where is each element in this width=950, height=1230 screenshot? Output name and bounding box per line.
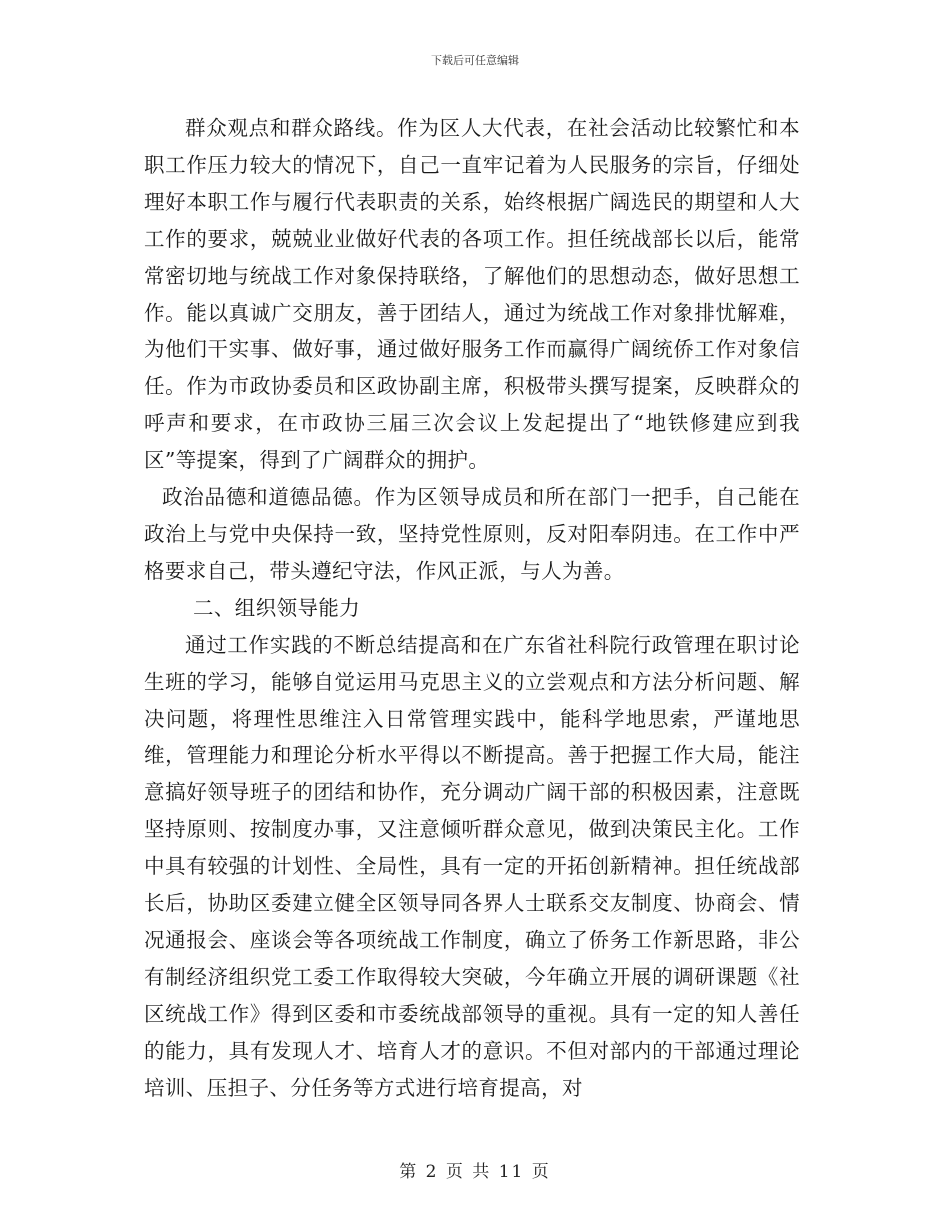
paragraph-leadership-ability: 通过工作实践的不断总结提高和在广东省社科院行政管理在职讨论生班的学习，能够自觉运用马克思主义的立尝观点和方法分析问题、解决问题，将理性思维注入日常管理实践中，能科学地思索，严谨地思维，管理能力和理论分析水平得以不断提高。善于把握工作大局，能注意搞好领导班子的团结和协作，充分调动广阔干部的积极因素，注意既坚持原则、按制度办事，又注意倾听群众意见，做到决策民主化。工作中具有较强的计划性、全局性，具有一定的开拓创新精神。担任统战部长后，协助区委建立健全区领导同各界人士联系交友制度、协商会、情况通报会、座谈会等各项统战工作制度，确立了侨务工作新思路，非公有制经济组织党工委工作取得较大突破，今年确立开展的调研课题《社区统战工作》得到区委和市委统战部领导的重视。具有一定的知人善任的能力，具有发现人才、培育人才的意识。不但对部内的干部通过理论培训、压担子、分任务等方式进行培育提高，对	[144, 632, 800, 1100]
paragraph-political-morality: 政治品德和道德品德。作为区领导成员和所在部门一把手，自己能在政治上与党中央保持一致，坚持党性原则，反对阳奉阴违。在工作中严格要求自己，带头遵纪守法，作风正派，与人为善。	[144, 485, 800, 583]
page-header: 下载后可任意编辑	[431, 54, 519, 67]
document-body	[144, 110, 800, 1106]
section-heading: 二、组织领导能力	[193, 595, 361, 620]
page-number-footer: 第 2 页 共 11 页	[399, 1162, 551, 1182]
paragraph-mass-line: 群众观点和群众路线。作为区人大代表，在社会活动比较繁忙和本职工作压力较大的情况下，自己一直牢记着为人民服务的宗旨，仔细处理好本职工作与履行代表职责的关系，始终根据广阔选民的期望和人大工作的要求，兢兢业业做好代表的各项工作。担任统战部长以后，能常常密切地与统战工作对象保持联络，了解他们的思想动态，做好思想工作。能以真诚广交朋友，善于团结人，通过为统战工作对象排忧解难，为他们干实事、做好事，通过做好服务工作而赢得广阔统侨工作对象信任。作为市政协委员和区政协副主席，积极带头撰写提案，反映群众的呼声和要求，在市政协三届三次会议上发起提出了“地铁修建应到我区”等提案，得到了广阔群众的拥护。	[144, 116, 800, 473]
